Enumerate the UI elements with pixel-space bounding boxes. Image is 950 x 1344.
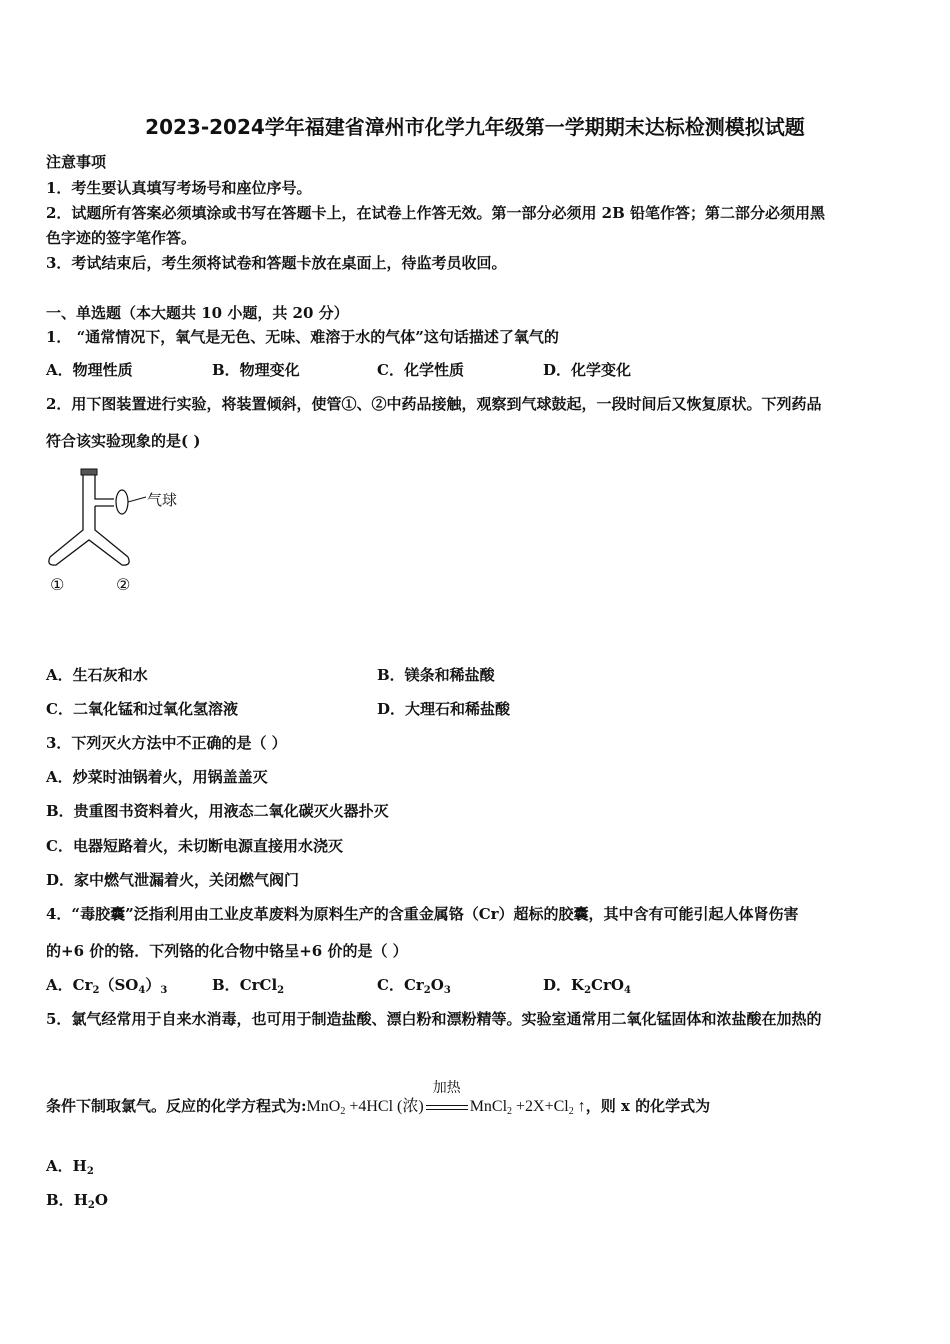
q2-option-b: B．镁条和稀盐酸 xyxy=(377,666,495,684)
stopper xyxy=(81,469,97,475)
balloon-icon xyxy=(116,490,128,514)
chemical-equation: MnO$_2$ +4HCl (浓) 加热 MnCl$_2$ $+2X+Cl_2$ ↑ xyxy=(306,1081,586,1117)
q3-option-c: C．电器短路着火，未切断电源直接用水浇灭 xyxy=(46,837,343,855)
q3-option-b: B．贵重图书资料着火，用液态二氧化碳灭火器扑灭 xyxy=(46,802,389,820)
question-2-stem-line2: 符合该实验现象的是( ) xyxy=(46,432,201,450)
notice-heading: 注意事项 xyxy=(46,153,107,171)
q3-option-d: D．家中燃气泄漏着火，关闭燃气阀门 xyxy=(46,871,300,889)
question-5-stem-line2: 条件下制取氯气。反应的化学方程式为:MnO$_2$ +4HCl (浓) 加热 MnCl$_2$ $+2X+Cl_2$ ↑，则 x 的化学式为 xyxy=(46,1081,711,1117)
q4-option-b: B．CrCl$_2$ xyxy=(212,976,285,996)
q1-option-d: D．化学变化 xyxy=(543,361,632,379)
reaction-arrow: 加热 xyxy=(424,1097,470,1117)
notice-item: 色字迹的签字笔作答。 xyxy=(46,229,197,247)
notice-item: 1．考生要认真填写考场号和座位序号。 xyxy=(46,179,312,197)
q2-option-c: C．二氧化锰和过氧化氢溶液 xyxy=(46,700,238,718)
question-2-stem-line1: 2．用下图装置进行实验，将装置倾斜，使管①、②中药品接触，观察到气球鼓起，一段时间后又恢复原状。下列药品 xyxy=(46,395,822,413)
q5-option-b: B．$H_2O$ xyxy=(46,1191,108,1211)
q3-option-a: A．炒菜时油锅着火，用锅盖盖灭 xyxy=(46,768,268,786)
q1-option-a: A．物理性质 xyxy=(46,361,133,379)
q4-option-c: C．$Cr_2O_3$ xyxy=(377,976,451,996)
tube-1-label: ① xyxy=(50,575,65,594)
question-3-stem: 3．下列灭火方法中不正确的是（ ） xyxy=(46,734,287,752)
question-1-stem: 1． “通常情况下，氧气是无色、无味、难溶于水的气体”这句话描述了氧气的 xyxy=(46,328,559,346)
question-5-stem-line1: 5．氯气经常用于自来水消毒，也可用于制造盐酸、漂白粉和漂粉精等。实验室通常用二氧化锰固体和浓盐酸在加热的 xyxy=(46,1010,822,1028)
tube-2-label: ② xyxy=(116,575,131,594)
y-tube-apparatus-figure xyxy=(40,466,200,596)
q4-option-a: A．$Cr_2(SO_4)_3$ xyxy=(46,976,168,996)
notice-item: 2．试题所有答案必须填涂或书写在答题卡上，在试卷上作答无效。第一部分必须用 2B 铅笔作答；第二部分必须用黑 xyxy=(46,204,826,222)
question-4-stem-line1: 4．“毒胶囊”泛指利用由工业皮革废料为原料生产的含重金属铬（Cr）超标的胶囊，其中含有可能引起人体肾伤害 xyxy=(46,905,799,923)
q2-option-d: D．大理石和稀盐酸 xyxy=(377,700,511,718)
notice-item: 3．考试结束后，考生须将试卷和答题卡放在桌面上，待监考员收回。 xyxy=(46,254,507,272)
q1-option-b: B．物理变化 xyxy=(212,361,300,379)
q1-option-c: C．化学性质 xyxy=(377,361,464,379)
page-title: 2023-2024学年福建省漳州市化学九年级第一学期期末达标检测模拟试题 xyxy=(145,115,805,139)
q5-option-a: A．$H_2$ xyxy=(46,1157,94,1177)
question-4-stem-line2: 的+6 价的铬．下列铬的化合物中铬呈+6 价的是（ ） xyxy=(46,942,408,960)
q4-option-d: D．$K_2CrO_4$ xyxy=(543,976,631,996)
q2-option-a: A．生石灰和水 xyxy=(46,666,148,684)
balloon-label: 气球 xyxy=(147,491,178,509)
section-heading: 一、单选题（本大题共 10 小题，共 20 分） xyxy=(46,304,349,322)
